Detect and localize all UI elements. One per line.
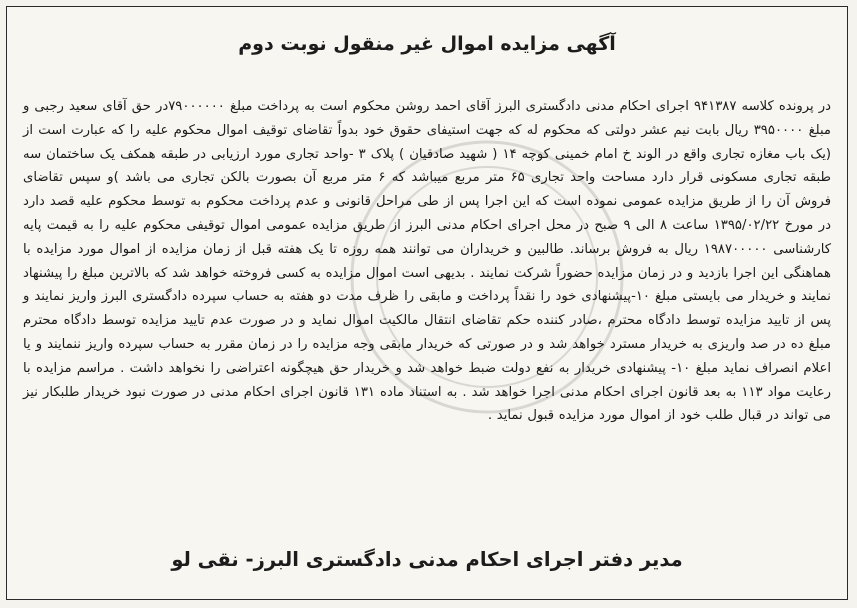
notice-title: آگهی مزایده اموال غیر منقول نوبت دوم — [238, 33, 616, 55]
auction-notice-box — [6, 6, 848, 600]
notice-signature: مدیر دفتر اجرای احکام مدنی دادگستری البرز- نقی لو — [171, 548, 683, 571]
notice-body: در پرونده کلاسه ۹۴۱۳۸۷ اجرای احکام مدنی دادگستری البرز آقای احمد روشن محکوم است به پرداخت مبلغ ۷۹۰۰۰۰۰۰در حق آقای سعید رجبی و مبلغ ۳۹۵۰۰۰۰ ریال بابت نیم عشر دولتی که محکوم له که جهت استیفای حقوق خود بدواً تقاضای توقیف اموال محکوم علیه را که عبارت است از (یک باب مغازه تجاری واقع در الوند خ امام خمینی کوچه ۱۴ ( شهید صادقیان ) پلاک ۳ -واحد تجاری مورد ارزیابی در طبقه همکف یک ساختمان سه طبقه تجاری مسکونی قرار دارد مساحت واحد تجاری ۶۵ متر مربع میباشد که ۶ متر مربع آن بصورت بالکن تجاری می باشد )و سپس تقاضای فروش آن را از طریق مزایده عمومی نموده است که این اجرا پس از طی مراحل قانونی و عدم پرداخت محکوم به توسط محکوم علیه قصد دارد در مورخ ۱۳۹۵/۰۲/۲۲ ساعت ۸ الی ۹ صبح در محل اجرای احکام مدنی البرز از طریق مزایده عمومی اموال توقیفی محکوم علیه را به قیمت پایه کارشناسی ۱۹۸۷۰۰۰۰۰ ریال به فروش برساند. طالبین و خریداران می توانند همه روزه تا یک هفته قبل از زمان مزایده از اموال مورد مزایده با هماهنگی این اجرا بازدید و در زمان مزایده حضوراً شرکت نمایند . بدیهی است اموال مزایده به کسی فروخته خواهد شد که بالاترین مبلغ را پیشنهاد نمایند و خریدار می بایستی مبلغ ۱۰-پیشنهادی خود را نقداً پرداخت و مابقی را ظرف مدت دو هفته به حساب سپرده دادگستری البرز واریز نمایند و پس از تایید مزایده توسط دادگاه محترم ،صادر کننده حکم تقاضای انتقال مالکیت اموال نماید و در صورت عدم تایید مزایده توسط دادگاه محترم مبلغ ده در صد واریزی به خریدار مسترد خواهد شد و در صورتی که خریدار مابقی وجه مزایده را در زمان مقرر به حساب سپرده واریز ننمایند و یا اعلام انصراف نماید مبلغ ۱۰- پیشنهادی خریدار به نفع دولت ضبط خواهد شد و خریدار حق هیچگونه اعتراضی را نخواهد داشت . مراسم مزایده با رعایت مواد ۱۱۳ به بعد قانون اجرای احکام مدنی اجرا خواهد شد . به استناد ماده ۱۳۱ قانون اجرای احکام مدنی در صورت نبود خریدار طلبکار نیز می تواند در قبال طلب خود از اموال مورد مزایده قبول نماید . — [23, 99, 832, 424]
